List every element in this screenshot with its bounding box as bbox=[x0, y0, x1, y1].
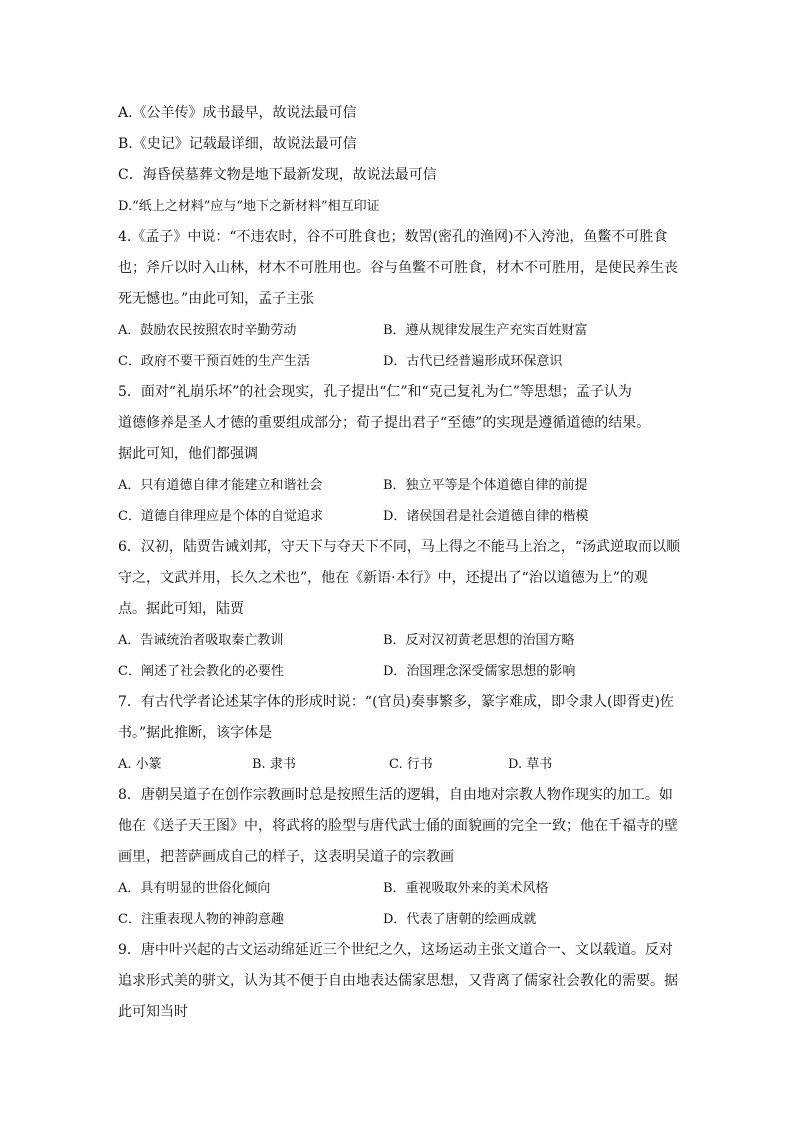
q8-option-b: B．重视吸取外来的美术风格 bbox=[383, 881, 549, 896]
q4-option-c: C．政府不要干预百姓的生产生活 bbox=[118, 354, 310, 369]
q6-options-row-1 bbox=[118, 625, 688, 656]
q8-option-d: D．代表了唐朝的绘画成就 bbox=[383, 912, 537, 927]
q4-option-a: A．鼓励农民按照农时辛勤劳动 bbox=[118, 323, 297, 338]
q8-options-row-2 bbox=[118, 904, 688, 935]
q4-option-b: B．遵从规律发展生产充实百姓财富 bbox=[383, 323, 588, 338]
q8-option-a: A．具有明显的世俗化倾向 bbox=[118, 881, 271, 896]
q5-option-b: B．独立平等是个体道德自律的前提 bbox=[383, 478, 588, 493]
q6-options-row-2 bbox=[118, 656, 688, 687]
q5-options-row-2 bbox=[118, 501, 688, 532]
q3-option-a: A.《公羊传》成书最早，故说法最可信 bbox=[118, 105, 357, 121]
q5-stem-line-3: 据此可知，他们都强调 bbox=[118, 446, 258, 462]
q7-stem-line-2: 书。”据此推断，该字体是 bbox=[118, 725, 273, 741]
q3-option-b: B.《史记》记载最详细，故说法最可信 bbox=[118, 136, 357, 152]
q4-stem-line-2: 也；斧斤以时入山林，材木不可胜用也。谷与鱼鳖不可胜食，材木不可胜用，是使民养生丧 bbox=[118, 260, 678, 276]
exam-content bbox=[118, 98, 688, 1028]
q7-options-row bbox=[118, 749, 688, 780]
q6-option-b: B．反对汉初黄老思想的治国方略 bbox=[383, 633, 575, 648]
q6-option-a: A．告诫统治者吸取秦亡教训 bbox=[118, 633, 284, 648]
q6-option-c: C．阐述了社会教化的必要性 bbox=[118, 664, 284, 679]
q8-stem-line-2: 他在《送子天王图》中，将武将的脸型与唐代武士俑的面貌画的完全一致；他在千福寺的壁 bbox=[118, 818, 678, 834]
q4-stem-line-3: 死无憾也。”由此可知，孟子主张 bbox=[118, 291, 315, 307]
q5-option-c: C．道德自律理应是个体的自觉追求 bbox=[118, 509, 323, 524]
q9-stem-line-3: 此可知当时 bbox=[118, 1004, 188, 1020]
q5-options-row-1 bbox=[118, 470, 688, 501]
q3-option-d: D.“纸上之材料”应与“地下之新材料”相互印证 bbox=[118, 199, 380, 214]
q5-stem-line-2: 道德修养是圣人才德的重要组成部分；荀子提出君子“至德”的实现是遵循道德的结果。 bbox=[118, 415, 651, 431]
q9-stem-line-2: 追求形式美的骈文，认为其不便于自由地表达儒家思想，又背离了儒家社会教化的需要。据 bbox=[118, 973, 678, 989]
q8-stem-line-3: 画里，把菩萨画成自己的样子，这表明吴道子的宗教画 bbox=[118, 849, 454, 865]
q4-option-d: D．古代已经普遍形成环保意识 bbox=[383, 354, 563, 369]
q7-stem-line-1: 7．有古代学者论述某字体的形成时说：“(官员)奏事繁多，篆字难成，即令隶人(即胥吏)佐 bbox=[118, 694, 674, 710]
q7-option-d: D. 草书 bbox=[508, 757, 553, 772]
q6-stem-line-3: 点。据此可知，陆贾 bbox=[118, 601, 244, 617]
q6-stem-line-2: 守之，文武并用，长久之术也”，他在《新语·本行》中，还提出了“治以道德为上”的观 bbox=[118, 570, 648, 586]
q4-options-row-2 bbox=[118, 346, 688, 377]
q9-stem-line-1: 9．唐中叶兴起的古文运动绵延近三个世纪之久，这场运动主张文道合一、文以载道。反对 bbox=[118, 942, 673, 958]
q7-option-b: B. 隶书 bbox=[252, 757, 296, 772]
q8-stem-line-1: 8．唐朝吴道子在创作宗教画时总是按照生活的逻辑，自由地对宗教人物作现实的加工。如 bbox=[118, 787, 673, 803]
q5-stem-line-1: 5．面对“礼崩乐坏”的社会现实，孔子提出“仁”和“克己复礼为仁”等思想；孟子认为 bbox=[118, 384, 632, 400]
q4-stem-line-1: 4.《孟子》中说：“不违农时，谷不可胜食也；数罟(密孔的渔网)不入洿池，鱼鳖不可胜食 bbox=[118, 229, 668, 245]
q4-options-row-1 bbox=[118, 315, 688, 346]
q8-options-row-1 bbox=[118, 873, 688, 904]
q7-option-c: C. 行书 bbox=[389, 757, 433, 772]
q7-option-a: A. 小篆 bbox=[118, 757, 162, 772]
q6-stem-line-1: 6．汉初，陆贾告诫刘邦，守天下与夺天下不同，马上得之不能马上治之，“汤武逆取而以顺 bbox=[118, 539, 681, 555]
q5-option-a: A．只有道德自律才能建立和谐社会 bbox=[118, 478, 323, 493]
q6-option-d: D．治国理念深受儒家思想的影响 bbox=[383, 664, 576, 679]
q8-option-c: C．注重表现人物的神韵意趣 bbox=[118, 912, 284, 927]
q5-option-d: D．诸侯国君是社会道德自律的楷模 bbox=[383, 509, 589, 524]
q3-option-c: C．海昏侯墓葬文物是地下最新发现，故说法最可信 bbox=[118, 167, 437, 183]
